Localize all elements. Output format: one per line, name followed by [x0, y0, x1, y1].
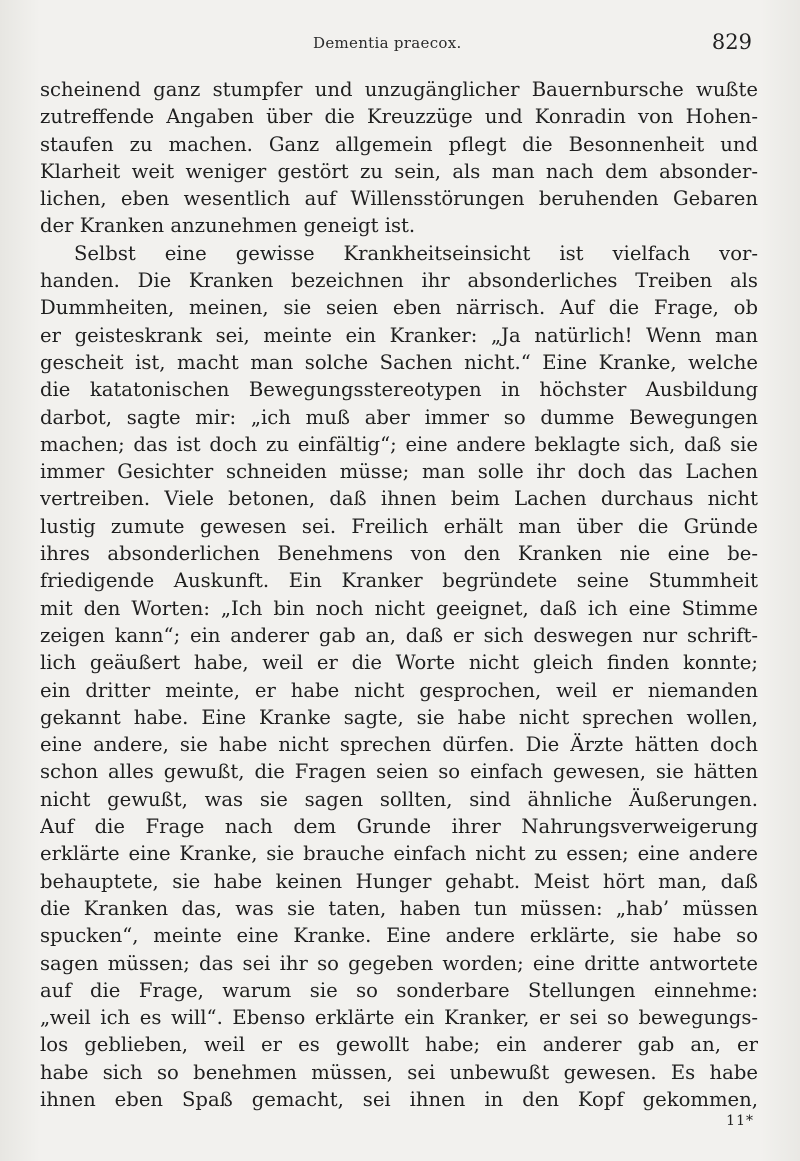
text-line: mit den Worten: „Ich bin noch nicht geeignet, daß ich eine Stimme — [40, 596, 758, 620]
text-line: friedigende Auskunft. Ein Kranker begründete seine Stummheit — [40, 569, 758, 593]
text-line: immer Gesichter schneiden müsse; man solle ihr doch das Lachen — [40, 460, 758, 484]
text-line: auf die Frage, warum sie so sonderbare Stellungen einnehme: — [40, 978, 758, 1002]
text-line: ihnen eben Spaß gemacht, sei ihnen in den Kopf gekommen, — [40, 1087, 758, 1111]
page-number: 829 — [711, 30, 752, 54]
text-line: lustig zumute gewesen sei. Freilich erhält man über die Gründe — [40, 514, 758, 538]
text-line: sagen müssen; das sei ihr so gegeben worden; eine dritte antwortete — [40, 951, 758, 975]
running-title: Dementia praecox. — [313, 34, 462, 52]
text-line: ein dritter meinte, er habe nicht gesprochen, weil er niemanden — [40, 678, 758, 702]
text-line: spucken“, meinte eine Kranke. Eine andere erklärte, sie habe so — [40, 924, 758, 948]
text-line: „weil ich es will“. Ebenso erklärte ein Kranker, er sei so bewegungs- — [40, 1006, 758, 1030]
text-line: behauptete, sie habe keinen Hunger gehabt. Meist hört man, daß — [40, 869, 758, 893]
text-line: schon alles gewußt, die Fragen seien so einfach gewesen, sie hätten — [40, 760, 758, 784]
text-line: er geisteskrank sei, meinte ein Kranker: „Ja natürlich! Wenn man — [40, 323, 758, 347]
text-line: erklärte eine Kranke, sie brauche einfach nicht zu essen; eine andere — [40, 842, 758, 866]
text-line: vertreiben. Viele betonen, daß ihnen beim Lachen durchaus nicht — [40, 487, 758, 511]
text-line: staufen zu machen. Ganz allgemein pflegt die Besonnenheit und — [40, 132, 758, 156]
text-line: eine andere, sie habe nicht sprechen dürfen. Die Ärzte hätten doch — [40, 733, 758, 757]
text-line: gekannt habe. Eine Kranke sagte, sie habe nicht sprechen wollen, — [40, 705, 758, 729]
text-line: machen; das ist doch zu einfältig“; eine andere beklagte sich, daß sie — [40, 432, 758, 456]
text-line: Dummheiten, meinen, sie seien eben närrisch. Auf die Frage, ob — [40, 296, 758, 320]
text-line: ihres absonderlichen Benehmens von den Kranken nie eine be- — [40, 542, 758, 566]
text-line: der Kranken anzunehmen geneigt ist. — [40, 214, 416, 238]
text-line: zutreffende Angaben über die Kreuzzüge und Konradin von Hohen- — [40, 105, 758, 129]
text-line: scheinend ganz stumpfer und unzugänglicher Bauernbursche wußte — [40, 78, 758, 101]
text-line: handen. Die Kranken bezeichnen ihr absonderliches Treiben als — [40, 269, 758, 293]
text-line: lichen, eben wesentlich auf Willensstörungen beruhenden Gebaren — [40, 187, 758, 211]
body-text — [40, 76, 758, 1113]
text-line: darbot, sagte mir: „ich muß aber immer so dumme Bewegungen — [40, 405, 758, 429]
text-line: los geblieben, weil er es gewollt habe; ein anderer gab an, er — [40, 1033, 758, 1057]
text-line: lich geäußert habe, weil er die Worte nicht gleich finden konnte; — [40, 651, 758, 675]
text-line: gescheit ist, macht man solche Sachen nicht.“ Eine Kranke, welche — [40, 350, 758, 374]
text-line: nicht gewußt, was sie sagen sollten, sind ähnliche Äußerungen. — [40, 787, 758, 811]
signature-mark: 11* — [726, 1113, 754, 1129]
text-line: habe sich so benehmen müssen, sei unbewußt gewesen. Es habe — [40, 1060, 758, 1084]
text-line: Selbst eine gewisse Krankheitseinsicht ist vielfach vor- — [74, 241, 758, 265]
page-header — [0, 28, 800, 58]
text-line: die katatonischen Bewegungsstereotypen in höchster Ausbildung — [40, 378, 758, 402]
text-line: zeigen kann“; ein anderer gab an, daß er sich deswegen nur schrift- — [40, 623, 758, 647]
text-line: Auf die Frage nach dem Grunde ihrer Nahrungsverweigerung — [40, 815, 758, 839]
text-line: Klarheit weit weniger gestört zu sein, als man nach dem absonder- — [40, 159, 758, 183]
text-line: die Kranken das, was sie taten, haben tun müssen: „hab’ müssen — [40, 896, 758, 920]
